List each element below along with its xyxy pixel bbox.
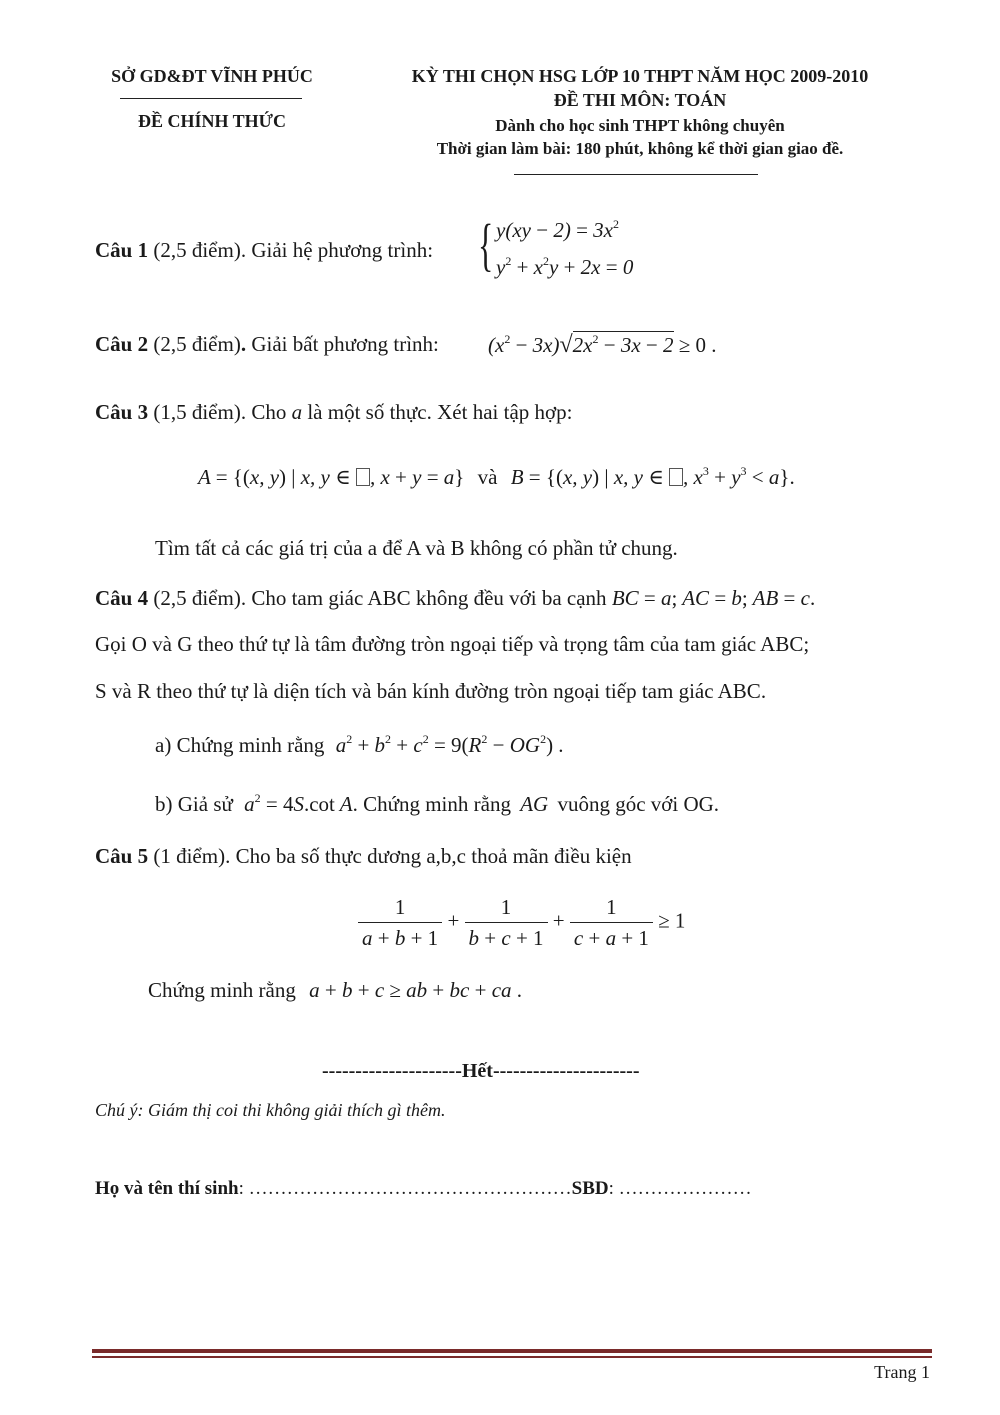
question-1 [95, 238, 433, 263]
question-4-text: (2,5 điểm). Cho tam giác ABC không đều với ba cạnh [148, 586, 612, 610]
proctor-note: Chú ý: Giám thị coi thi không giải thích gì thêm. [95, 1100, 446, 1120]
question-5-prove [148, 978, 522, 1003]
exam-audience: Dành cho học sinh THPT không chuyên [495, 116, 785, 135]
part-b-text: b) Giả sử [155, 792, 233, 816]
exam-subject: ĐỀ THI MÔN: TOÁN [553, 90, 727, 110]
part-a-text: a) Chứng minh rằng [155, 733, 325, 757]
question-5 [95, 844, 632, 869]
question-2 [95, 332, 439, 357]
prove-formula: a + b + c ≥ ab + bc + ca . [309, 978, 523, 1002]
question-3 [95, 400, 572, 425]
question-2-text: Giải bất phương trình: [246, 332, 439, 356]
question-2-points: (2,5 điểm) [148, 332, 241, 356]
question-3-text: là một số thực. Xét hai tập hợp: [302, 400, 573, 424]
question-5-label: Câu 5 [95, 844, 149, 868]
fraction-1: $\frac{1}{a + b + 1}$ [358, 892, 442, 953]
set-a-definition: A = {(x, y) | x, y ∈ , x + y = a} [198, 465, 465, 489]
equation-1: $y(xy - 2) = 3x^2$ [496, 217, 619, 242]
question-4-line-3: S và R theo thứ tự là diện tích và bán kính đường tròn ngoại tiếp tam giác ABC. [95, 679, 767, 703]
part-b-end: vuông góc với OG. [557, 792, 720, 816]
prove-text: Chứng minh rằng [148, 978, 296, 1002]
question-2-inequality: $(x^2 - 3x)√2x^2 - 3x - 2 \ge 0$ . [488, 332, 717, 358]
part-b-mid: . Chứng minh rằng [352, 792, 511, 816]
system-brace: { [478, 212, 494, 277]
question-1-system [478, 212, 678, 282]
question-4-line-1 [95, 586, 815, 611]
candidate-info [95, 1178, 752, 1200]
equation-2: $y^2 + x^2y + 2x = 0$ [496, 254, 634, 279]
question-4-line-2: Gọi O và G theo thứ tự là tâm đường tròn ngoại tiếp và trọng tâm của tam giác ABC; [95, 632, 810, 656]
question-3-sets [198, 465, 795, 490]
question-5-condition: $\frac{1}{a + b + 1}$ + $\frac{1}{b + c + 1}$ + $\frac{1}{c + a + 1}$ ≥ 1 [358, 892, 685, 953]
exam-duration: Thời gian làm bài: 180 phút, không kể thời gian giao đề. [436, 139, 844, 158]
part-b-ag: AG [520, 792, 549, 816]
question-1-label: Câu 1 [95, 238, 149, 262]
issuing-department: SỞ GD&ĐT VĨNH PHÚC [111, 66, 313, 86]
official-status: ĐỀ CHÍNH THỨC [137, 111, 287, 131]
triangle-sides: BC = a; AC = b; AB = c. [611, 586, 816, 610]
footer-rule-thin [92, 1356, 932, 1358]
candidate-sbd-label: SBD [571, 1178, 609, 1199]
exam-title: KỲ THI CHỌN HSG LỚP 10 THPT NĂM HỌC 2009-2010 [411, 66, 869, 86]
question-2-dot: . [240, 332, 247, 356]
question-3-var-a: a [291, 400, 303, 424]
set-b-definition: B = {(x, y) | x, y ∈ , $x^3 + y^3 < a$}. [510, 464, 795, 489]
fraction-2: $\frac{1}{b + c + 1}$ [465, 892, 548, 953]
question-4-label: Câu 4 [95, 586, 149, 610]
header-right-rule [514, 174, 758, 175]
header-left-rule [120, 98, 302, 99]
page-number: Trang 1 [874, 1362, 930, 1382]
question-2-label: Câu 2 [95, 332, 149, 356]
candidate-name-label: Họ và tên thí sinh [95, 1178, 239, 1199]
question-4-part-b [155, 792, 719, 817]
end-of-exam-mark: ---------------------Hết---------------------- [322, 1060, 640, 1082]
part-a-formula: $a^2 + b^2 + c^2 = 9(R^2 - OG^2)$ . [335, 732, 564, 757]
question-1-text: (2,5 điểm). Giải hệ phương trình: [148, 238, 434, 262]
part-b-formula: $a^2 = 4S.\cot$ A [244, 791, 353, 816]
set-conjunction: và [477, 465, 498, 489]
footer-rule-thick [92, 1349, 932, 1353]
candidate-sbd-field: : ………………… [608, 1178, 752, 1199]
question-3-task: Tìm tất cả các giá trị của a để A và B không có phần tử chung. [155, 536, 678, 560]
fraction-3: $\frac{1}{c + a + 1}$ [570, 892, 653, 953]
question-5-text: (1 điểm). Cho ba số thực dương a,b,c thoả mãn điều kiện [148, 844, 632, 868]
candidate-name-field: : …………………………………………… [238, 1178, 572, 1199]
question-3-points: (1,5 điểm). Cho [148, 400, 292, 424]
question-4-part-a [155, 733, 564, 758]
question-3-label: Câu 3 [95, 400, 149, 424]
